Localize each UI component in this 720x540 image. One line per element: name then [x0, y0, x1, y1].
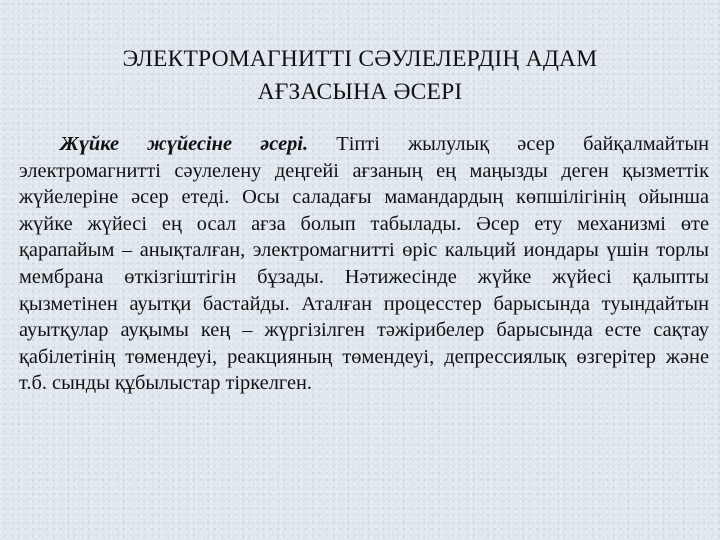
slide-title-line-2: АҒЗАСЫНА ӘСЕРІ [257, 79, 463, 105]
slide-title [40, 43, 680, 109]
paragraph-body-text: Тіпті жылулық әсер байқалмайтын электромагнитті сәулелену деңгейі ағзаның ең маңызды деген қызметтік жүйелеріне әсер етеді. Осы саладағы мамандардың көпшілігінің ойынша жүйке жүйесі ең осал ағза болып табылады. Әсер ету механизмі өте қарапайым – анықталған, электромагнитті өріс кальций иондары үшін торлы мембрана өткізгіштігін бұзады. Нәтижесінде жүйке жүйесі қалыпты қызметінен ауытқи бастайды. Аталған процесстер барысында туындайтын ауытқулар ауқымы кең – жүргізілген тәжірибелер барысында есте сақтау қабілетінің төмендеуі, реакцияның төмендеуі, депрессиялық өзгерітер және т.б. сынды құбылыстар тіркелген. [19, 133, 709, 395]
slide-body-paragraph [19, 131, 709, 397]
slide-title-line-1: ЭЛЕКТРОМАГНИТТІ СӘУЛЕЛЕРДІҢ АДАМ [122, 46, 598, 72]
paragraph-lead-phrase: Жүйке жүйесіне әсері. [60, 133, 309, 155]
